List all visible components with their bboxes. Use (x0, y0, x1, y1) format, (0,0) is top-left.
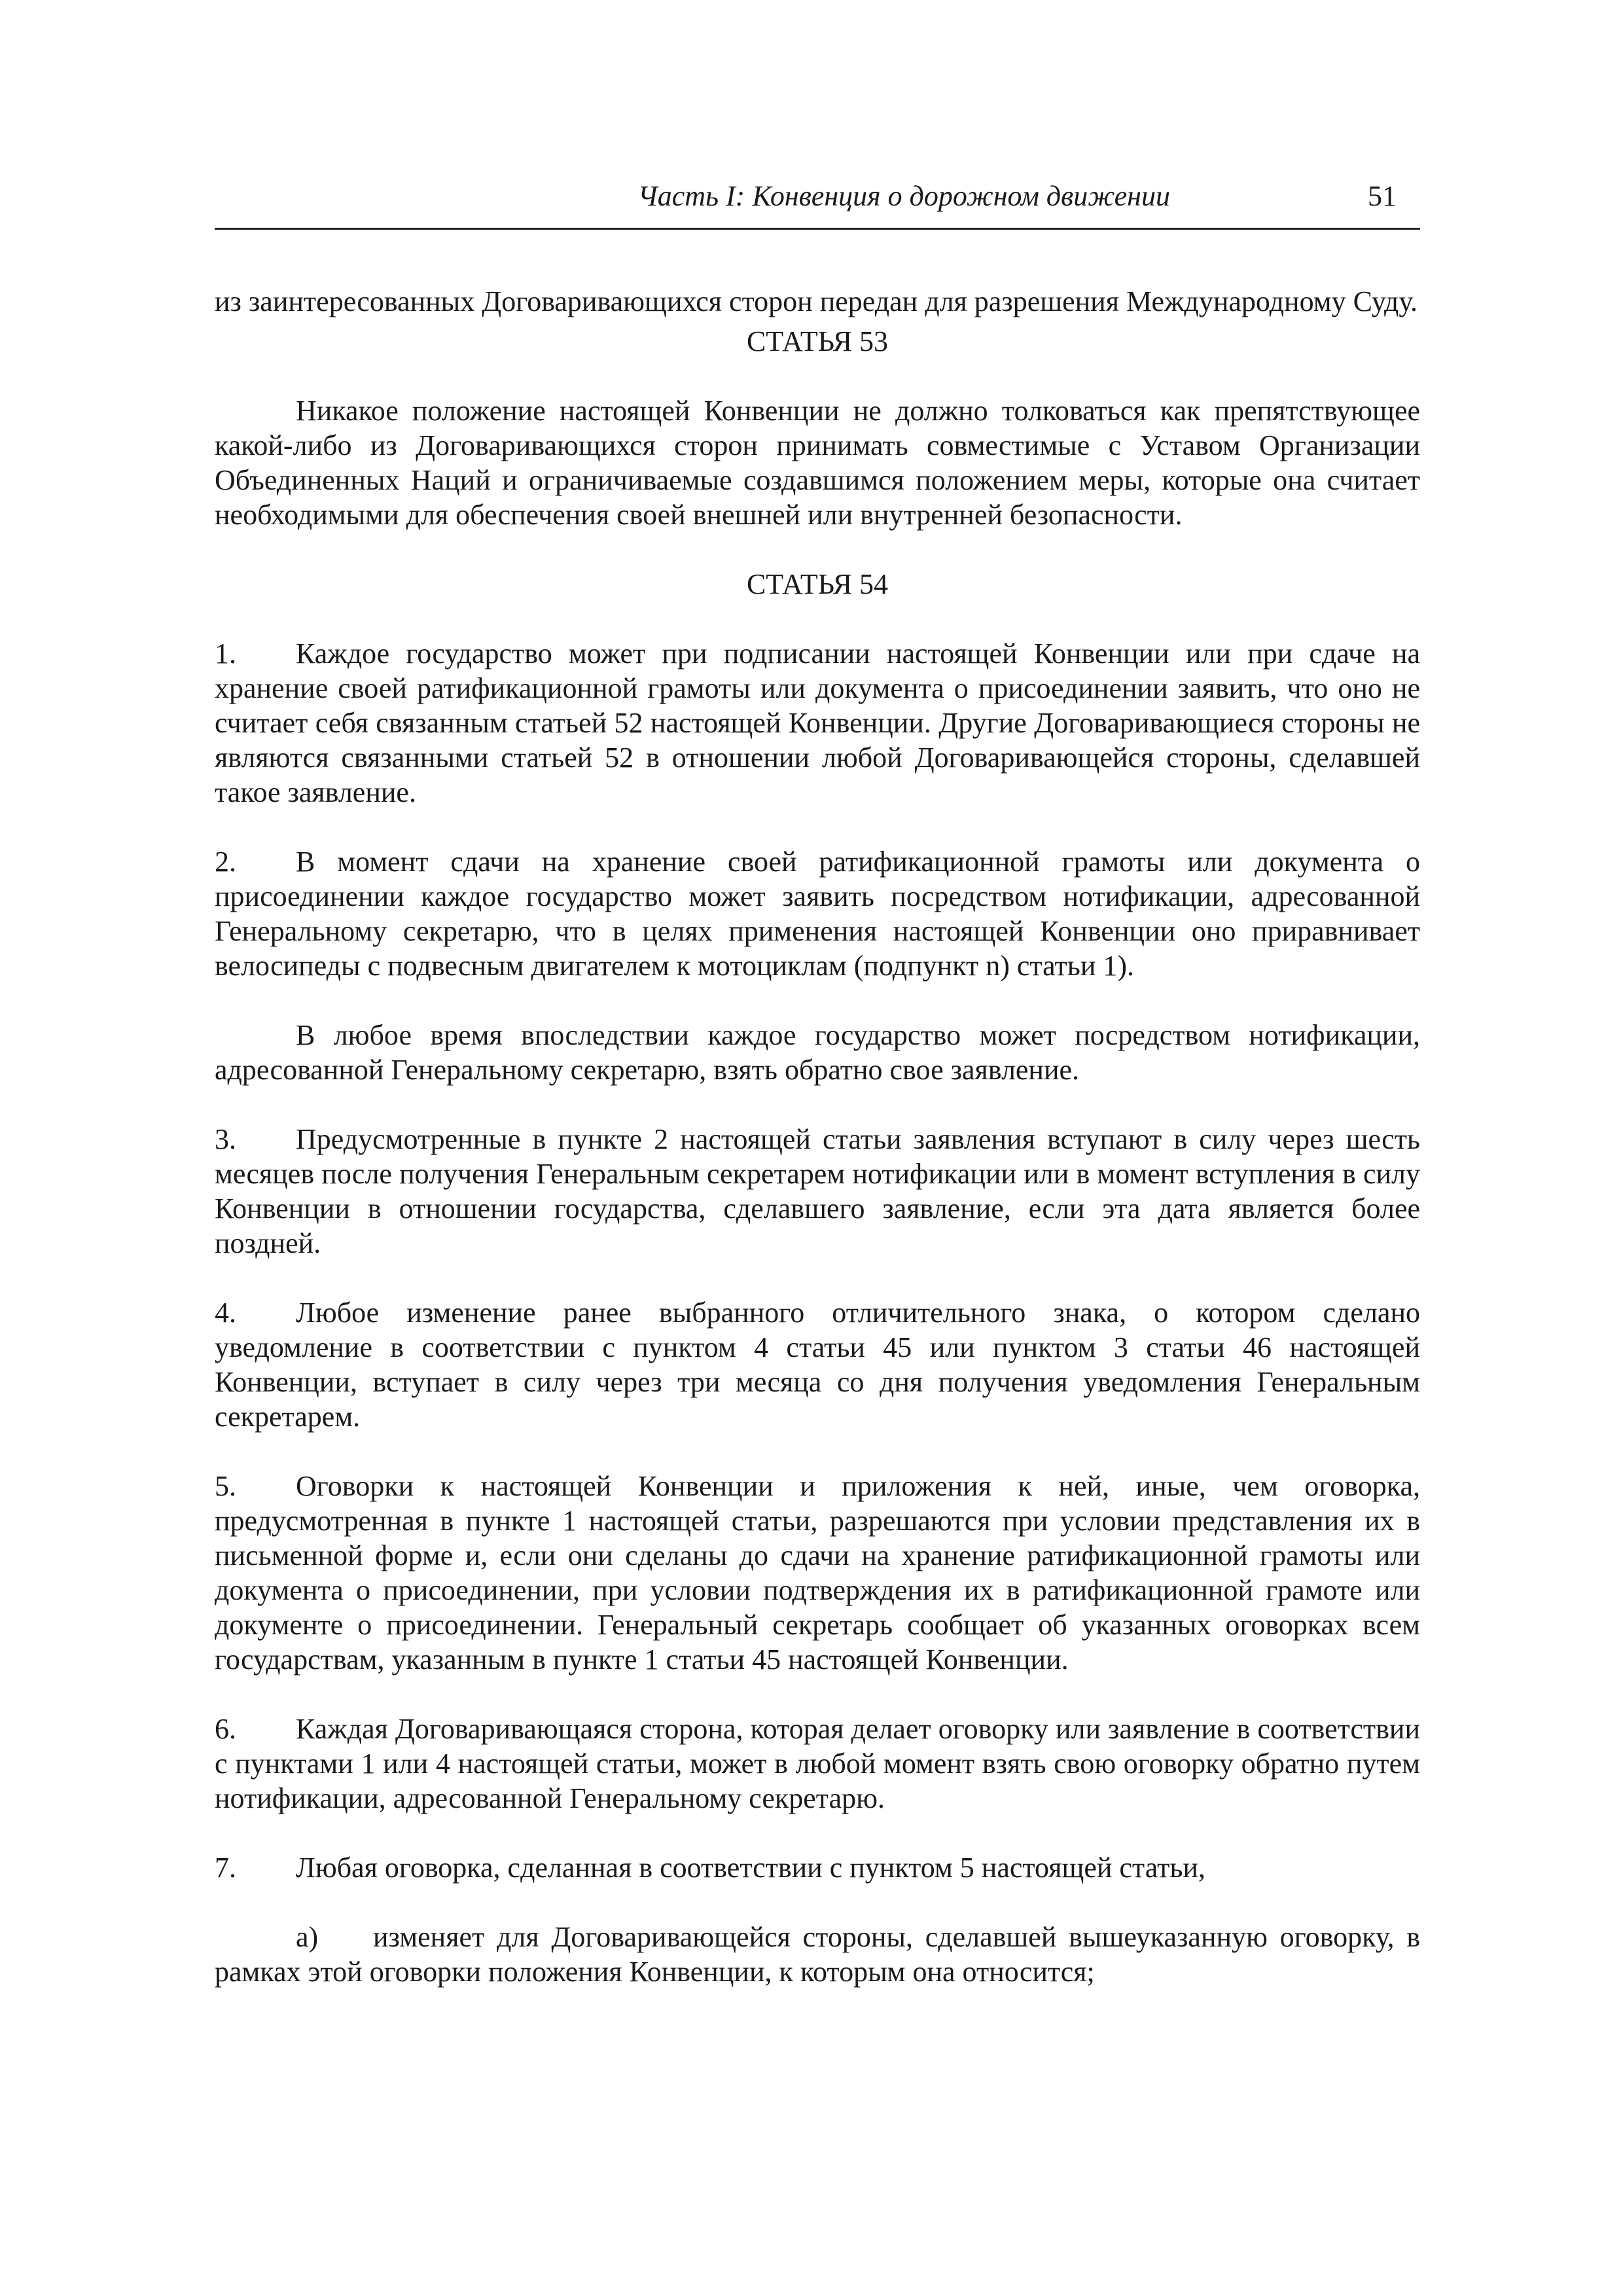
article-53-heading: СТАТЬЯ 53 (746, 325, 889, 357)
paragraph-text: Предусмотренные в пункте 2 настоящей статьи заявления вступают в силу через шесть месяцев после получения Генеральным секретарем нотификации или в момент вступления в силу Конвенции в отношении государства, сделавшего заявление, если эта дата является более поздней. (215, 1123, 1420, 1259)
running-header (215, 175, 1420, 230)
header-title: Часть I: Конвенция о дорожном движении (637, 180, 1170, 212)
article-54-paragraph-5 (215, 1469, 1420, 1677)
subparagraph-letter: a) (296, 1921, 319, 1953)
paragraph-number: 3. (215, 1123, 236, 1155)
article-53-paragraph: Никакое положение настоящей Конвенции не должно толковаться как препятствующее какой-либо из Договаривающихся сторон принимать совместимые с Уставом Организации Объединенных Наций и ограничиваемые создавшимся положением меры, которые она считает необходимыми для обеспечения своей внешней или внутренней безопасности. (215, 395, 1420, 531)
paragraph-text: Оговорки к настоящей Конвенции и приложения к ней, иные, чем оговорка, предусмотренная в пункте 1 настоящей статьи, разрешаются при условии представления их в письменной форме и, если они сделаны до сдачи на хранение ратификационной грамоты или документа о присоединении, при условии подтверждения их в ратификационной грамоте или документе о присоединении. Генеральный секретарь сообщает об указанных оговорках всем государствам, указанным в пункте 1 статьи 45 настоящей Конвенции. (215, 1470, 1420, 1676)
subparagraph-text: изменяет для Договаривающейся стороны, сделавшей вышеуказанную оговорку, в рамках этой оговорки положения Конвенции, к которым она относится; (215, 1921, 1420, 1988)
paragraph-text: Каждая Договаривающаяся сторона, которая делает оговорку или заявление в соответствии с пунктами 1 или 4 настоящей статьи, может в любой момент взять свою оговорку обратно путем нотификации, адресованной Генеральному секретарю. (215, 1713, 1420, 1814)
paragraph-text: Каждое государство может при подписании настоящей Конвенции или при сдаче на хранение своей ратификационной грамоты или документа о присоединении заявить, что оно не считает себя связанным статьей 52 настоящей Конвенции. Другие Договаривающиеся стороны не являются связанными статьей 52 в отношении любой Договаривающейся стороны, сделавшей такое заявление. (215, 637, 1420, 808)
article-54-heading: СТАТЬЯ 54 (746, 568, 889, 600)
paragraph-number: 6. (215, 1713, 236, 1745)
article-54-paragraph-3 (215, 1122, 1420, 1261)
paragraph-number: 5. (215, 1470, 236, 1502)
paragraph-text: Любое изменение ранее выбранного отличительного знака, о котором сделано уведомление в соответствии с пунктом 4 статьи 45 или пунктом 3 статьи 46 настоящей Конвенции, вступает в силу через три месяца со дня получения уведомления Генеральным секретарем. (215, 1297, 1420, 1433)
article-54-paragraph-2 (215, 844, 1420, 983)
paragraph-number: 2. (215, 846, 236, 878)
paragraph-text: Любая оговорка, сделанная в соответствии с пунктом 5 настоящей статьи, (296, 1852, 1205, 1884)
article-54-paragraph-7 (215, 1850, 1420, 1885)
paragraph-number: 4. (215, 1297, 236, 1329)
page-number: 51 (1368, 180, 1397, 212)
article-54-subparagraph-7a (215, 1920, 1420, 1989)
article-54-paragraph-2-continued: В любое время впоследствии каждое государство может посредством нотификации, адресованной Генеральному секретарю, взять обратно свое заявление. (215, 1019, 1420, 1086)
article-54-paragraph-6 (215, 1712, 1420, 1816)
paragraph-text: В момент сдачи на хранение своей ратификационной грамоты или документа о присоединении каждое государство может заявить посредством нотификации, адресованной Генеральному секретарю, что в целях применения настоящей Конвенции оно приравнивает велосипеды с подвесным двигателем к мотоциклам (подпункт n) статьи 1). (215, 846, 1420, 982)
paragraph-number: 7. (215, 1852, 236, 1884)
paragraph-number: 1. (215, 637, 236, 670)
intro-paragraph: из заинтересованных Договаривающихся сторон передан для разрешения Международному Суду. (215, 285, 1418, 317)
article-54-paragraph-4 (215, 1295, 1420, 1434)
document-body (215, 284, 1420, 1989)
article-54-paragraph-1 (215, 636, 1420, 810)
